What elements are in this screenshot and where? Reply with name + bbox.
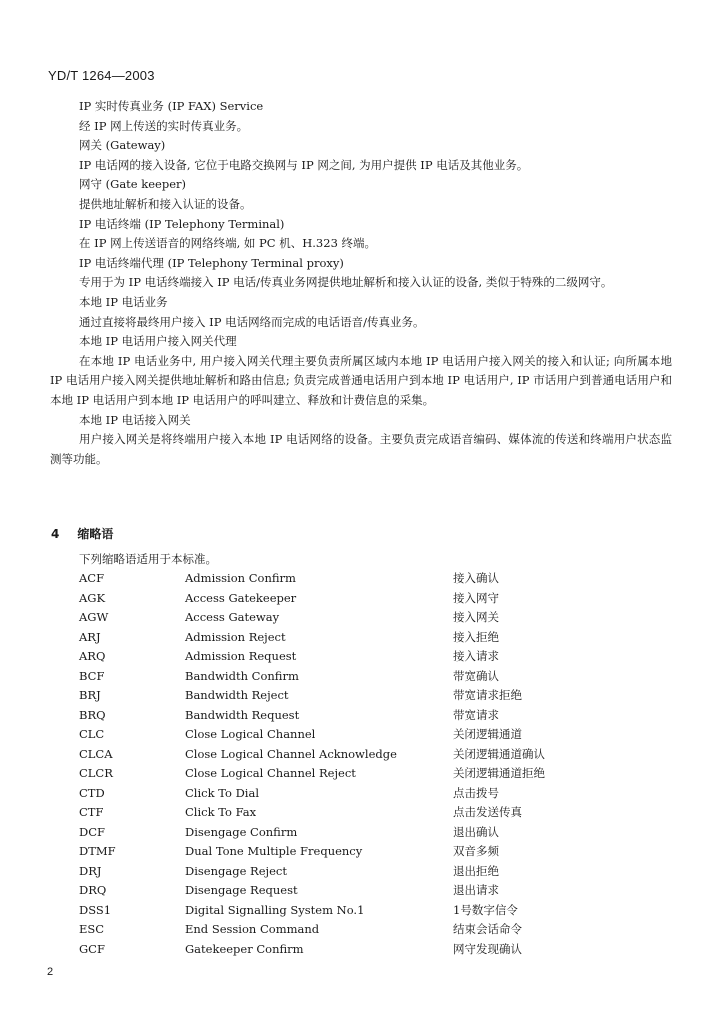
definition-term: IP 实时传真业务 (IP FAX) Service <box>79 99 264 113</box>
abbreviation-row <box>79 647 639 667</box>
abbreviation-code: CTD <box>79 785 105 800</box>
abbreviation-english: Dual Tone Multiple Frequency <box>185 844 363 858</box>
abbreviation-chinese: 带宽确认 <box>453 668 499 683</box>
definition-term: IP 电话终端代理 (IP Telephony Terminal proxy) <box>79 255 344 270</box>
abbreviation-chinese: 退出请求 <box>453 883 499 897</box>
abbreviation-row <box>79 569 639 589</box>
abbreviation-row <box>79 940 639 960</box>
abbreviation-code: AGW <box>79 610 109 624</box>
abbreviation-row <box>79 628 639 648</box>
abbreviation-row <box>79 764 639 784</box>
abbreviation-chinese: 退出拒绝 <box>453 863 499 878</box>
abbreviation-code: ESC <box>79 922 105 936</box>
abbreviation-chinese: 接入确认 <box>453 571 499 585</box>
abbreviation-chinese: 结束会话命令 <box>453 922 522 936</box>
abbreviations-table-body <box>79 569 639 959</box>
section-heading <box>51 525 113 542</box>
abbreviation-code: DRQ <box>79 883 107 897</box>
abbreviation-english: Gatekeeper Confirm <box>185 941 304 956</box>
abbreviation-code: CTF <box>79 805 104 819</box>
abbreviation-chinese: 接入拒绝 <box>453 629 499 644</box>
abbreviation-english: Admission Request <box>185 649 297 663</box>
abbreviation-code: DSS1 <box>79 902 112 917</box>
abbreviation-row <box>79 745 639 765</box>
definition-term: 本地 IP 电话接入网关 <box>79 412 191 427</box>
abbreviation-english: Click To Fax <box>185 805 257 819</box>
abbreviation-chinese: 接入网守 <box>453 590 499 605</box>
abbreviation-code: ARQ <box>79 649 106 663</box>
definition-text: 通过直接将最终用户接入 IP 电话网络而完成的电话语音/传真业务。 <box>79 314 425 329</box>
abbreviation-code: AGK <box>79 590 106 605</box>
definition-text: 提供地址解析和接入认证的设备。 <box>79 196 252 211</box>
abbreviation-english: Close Logical Channel Reject <box>185 766 356 780</box>
abbreviation-row <box>79 803 639 823</box>
abbreviation-row <box>79 784 639 804</box>
abbreviation-code: DCF <box>79 824 105 839</box>
definition-term: IP 电话终端 (IP Telephony Terminal) <box>79 216 285 231</box>
abbreviation-english: Access Gatekeeper <box>185 590 297 605</box>
abbreviation-chinese: 带宽请求 <box>453 707 499 722</box>
abbreviation-row <box>79 667 639 687</box>
definition-text: 经 IP 网上传送的实时传真业务。 <box>79 118 249 133</box>
section-number: 4 <box>51 527 60 541</box>
abbreviation-code: CLCR <box>79 766 113 780</box>
abbreviation-code: DRJ <box>79 863 102 878</box>
abbreviation-row <box>79 589 639 609</box>
abbreviation-chinese: 接入请求 <box>453 649 499 663</box>
abbreviation-code: ARJ <box>79 629 101 644</box>
definition-term: 本地 IP 电话用户接入网关代理 <box>79 334 237 349</box>
abbreviation-english: Disengage Request <box>185 883 298 897</box>
abbreviation-code: CLC <box>79 727 105 741</box>
abbreviation-english: Admission Confirm <box>185 571 296 585</box>
definition-text: 用户接入网关是将终端用户接入本地 IP 电话网络的设备。主要负责完成语音编码、媒体流的传送和终端用户状态监测等功能。 <box>50 432 672 466</box>
abbreviation-row <box>79 823 639 843</box>
page-number: 2 <box>47 966 54 978</box>
abbreviation-chinese: 双音多频 <box>453 844 499 858</box>
definition-text: 在本地 IP 电话业务中, 用户接入网关代理主要负责所属区域内本地 IP 电话用户接入网关的接入和认证; 向所属本地 IP 电话用户接入网关提供地址解析和路由信息; 负责完成普通电话用户到本地 IP 电话用户, IP 市话用户到普通电话用户和本地 IP 电话用户到本地 IP 电话用户的呼叫建立、释放和计费信息的采集。 <box>50 353 672 407</box>
abbreviation-row <box>79 725 639 745</box>
abbreviation-english: End Session Command <box>185 922 320 936</box>
abbreviation-english: Digital Signalling System No.1 <box>185 902 365 917</box>
abbreviation-chinese: 关闭逻辑通道 <box>453 727 522 741</box>
section-title-text: 缩略语 <box>77 527 114 541</box>
definition-term: 网守 (Gate keeper) <box>79 177 186 192</box>
abbreviation-chinese: 点击发送传真 <box>453 805 522 819</box>
abbreviation-code: ACF <box>79 571 105 585</box>
abbreviation-code: BCF <box>79 668 105 683</box>
abbreviation-row <box>79 901 639 921</box>
abbreviation-row <box>79 920 639 940</box>
abbreviation-chinese: 网守发现确认 <box>453 941 522 956</box>
abbreviation-english: Close Logical Channel <box>185 727 316 741</box>
abbreviation-row <box>79 842 639 862</box>
definition-text: IP 电话网的接入设备, 它位于电路交换网与 IP 网之间, 为用户提供 IP 电话及其他业务。 <box>79 157 529 172</box>
section-intro: 下列缩略语适用于本标准。 <box>79 552 217 566</box>
definition-text: 专用于为 IP 电话终端接入 IP 电话/传真业务网提供地址解析和接入认证的设备, 类似于特殊的二级网守。 <box>79 275 613 290</box>
abbreviation-code: BRJ <box>79 688 101 702</box>
abbreviation-english: Disengage Reject <box>185 863 287 878</box>
abbreviation-row <box>79 706 639 726</box>
definition-term: 本地 IP 电话业务 <box>79 294 168 309</box>
abbreviation-code: BRQ <box>79 707 106 722</box>
abbreviations-table <box>79 569 639 959</box>
abbreviation-chinese: 关闭逻辑通道确认 <box>453 746 545 761</box>
abbreviation-english: Bandwidth Request <box>185 707 300 722</box>
abbreviation-chinese: 带宽请求拒绝 <box>453 688 522 702</box>
definition-text: 在 IP 网上传送语音的网络终端, 如 PC 机、H.323 终端。 <box>79 236 377 251</box>
abbreviation-code: DTMF <box>79 844 116 858</box>
abbreviation-chinese: 1号数字信令 <box>453 902 518 917</box>
abbreviation-row <box>79 686 639 706</box>
abbreviation-chinese: 退出确认 <box>453 824 499 839</box>
abbreviation-english: Admission Reject <box>185 629 286 644</box>
abbreviation-english: Click To Dial <box>185 785 260 800</box>
abbreviation-row <box>79 862 639 882</box>
document-code-header: YD/T 1264—2003 <box>48 68 155 83</box>
abbreviation-code: GCF <box>79 941 105 956</box>
abbreviation-english: Bandwidth Reject <box>185 688 289 702</box>
abbreviation-english: Access Gateway <box>185 610 280 624</box>
definitions-block <box>50 97 672 469</box>
definition-term: 网关 (Gateway) <box>79 138 166 153</box>
abbreviation-row <box>79 608 639 628</box>
abbreviation-chinese: 点击拨号 <box>453 785 499 800</box>
abbreviation-english: Bandwidth Confirm <box>185 668 299 683</box>
abbreviation-chinese: 接入网关 <box>453 610 499 624</box>
abbreviation-english: Disengage Confirm <box>185 824 298 839</box>
abbreviation-english: Close Logical Channel Acknowledge <box>185 746 397 761</box>
abbreviation-chinese: 关闭逻辑通道拒绝 <box>453 766 545 780</box>
abbreviation-row <box>79 881 639 901</box>
abbreviation-code: CLCA <box>79 746 113 761</box>
